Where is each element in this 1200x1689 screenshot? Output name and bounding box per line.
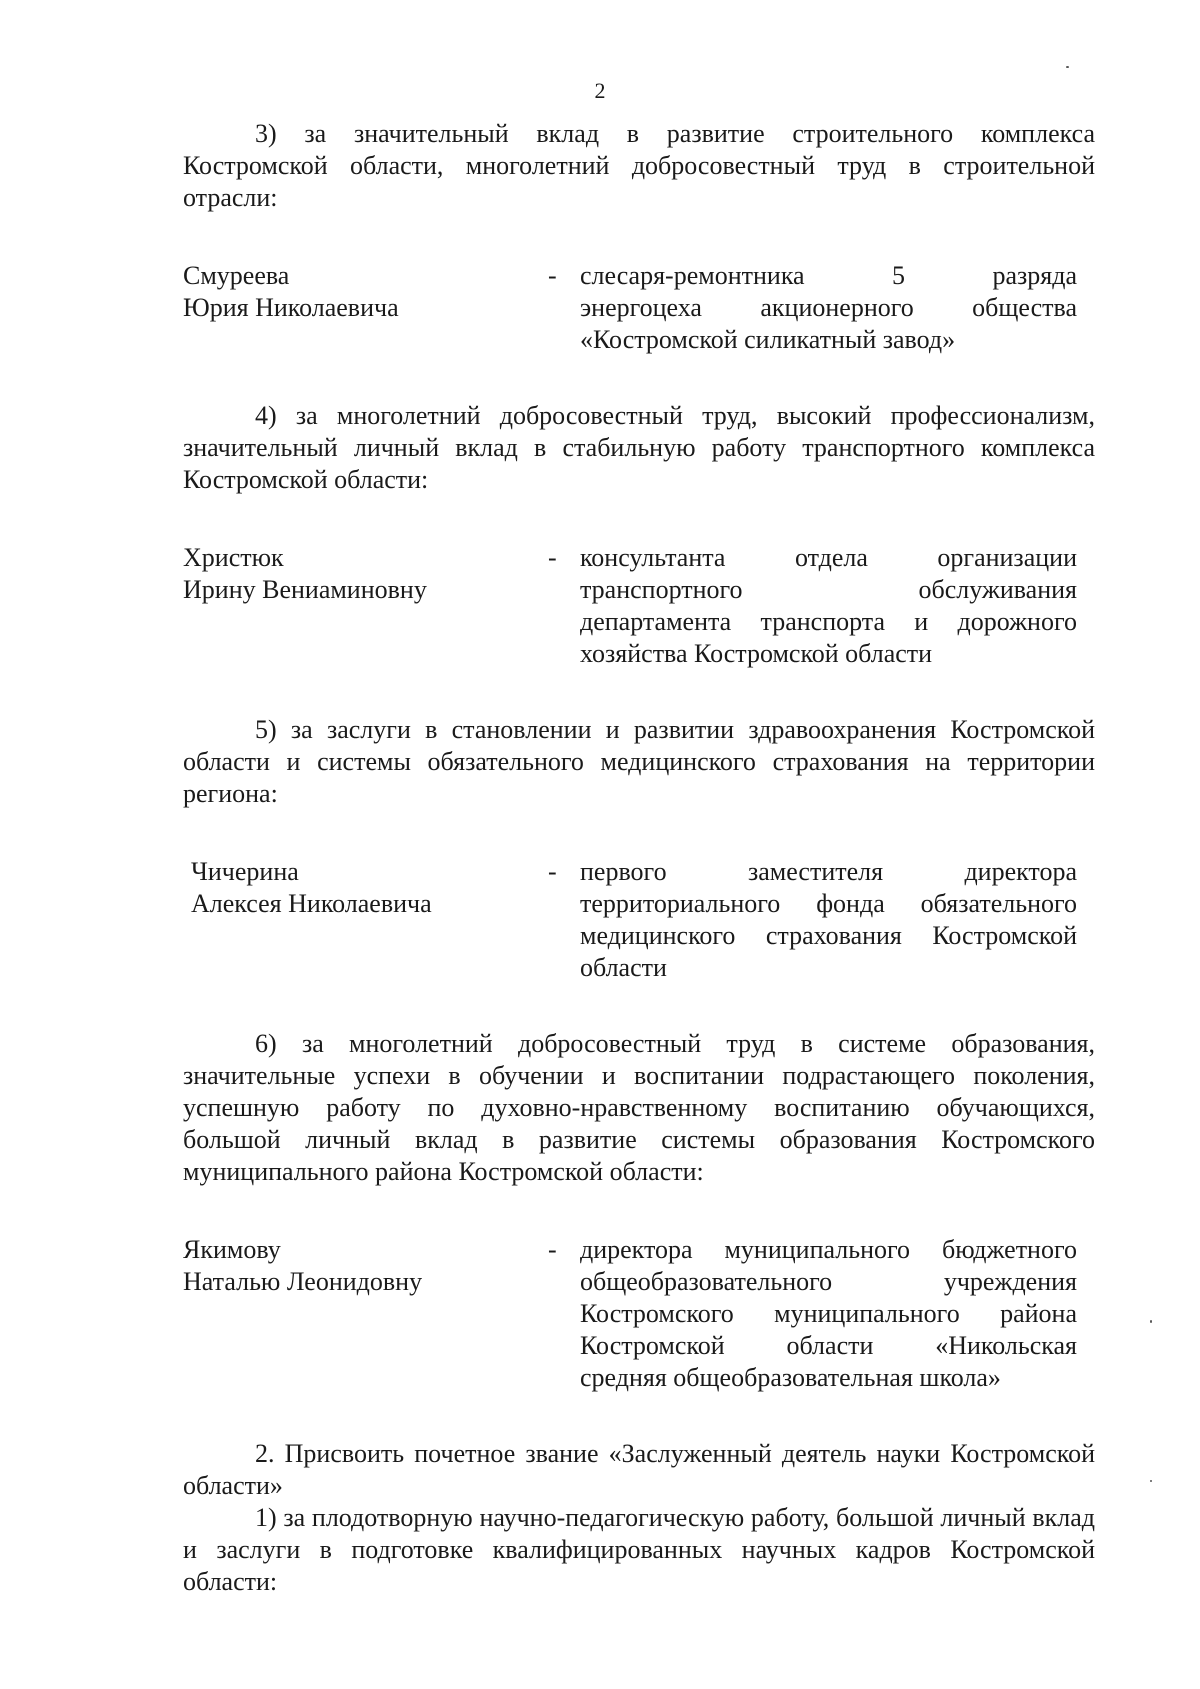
position-line: хозяйства Костромской области (580, 639, 933, 668)
position-line: Костромской области «Никольская (580, 1331, 1077, 1360)
nominee-name (183, 260, 548, 356)
nominee-given-names: Алексея Николаевича (191, 889, 432, 918)
clause-2-criteria-1: 1) за плодотворную научно-педагогическую работу, большой личный вклад и заслуги в подготовке квалифицированных научных кадров Костромской области: (183, 1503, 1095, 1596)
position-line: медицинского страхования Костромской (580, 921, 1077, 950)
separator-dash: - (548, 857, 557, 886)
page-number: 2 (594, 78, 606, 103)
position-line: директора муниципального бюджетного (580, 1235, 1077, 1264)
nominee-surname: Чичерина (191, 857, 299, 886)
nominee-surname: Смуреева (183, 261, 290, 290)
clause-2-title: 2. Присвоить почетное звание «Заслуженный деятель науки Костромской области» (183, 1439, 1095, 1500)
position-line: Костромского муниципального района (580, 1299, 1077, 1328)
nominee-surname: Якимову (183, 1235, 281, 1264)
position-line: территориального фонда обязательного (580, 889, 1077, 918)
nominee-position (580, 260, 1077, 356)
nominee-surname: Христюк (183, 543, 284, 572)
position-line: энергоцеха акционерного общества (580, 293, 1077, 322)
nominee-position (580, 542, 1077, 670)
nominee-given-names: Ирину Вениаминовну (183, 575, 427, 604)
separator-dash: - (548, 1235, 557, 1264)
nominee-name (183, 542, 548, 670)
award-criteria-5: 5) за заслуги в становлении и развитии здравоохранения Костромской области и системы обязательного медицинского страхования на территории региона: (183, 715, 1095, 808)
scan-speck (1150, 1320, 1152, 1323)
nominee-entry-2 (183, 542, 1095, 670)
nominee-entry-3 (183, 856, 1095, 984)
position-line: средняя общеобразовательная школа» (580, 1363, 1001, 1392)
position-line: области (580, 953, 667, 982)
separator-dash: - (548, 543, 557, 572)
award-criteria-6: 6) за многолетний добросовестный труд в системе образования, значительные успехи в обучении и воспитании подрастающего поколения, успешную работу по духовно-нравственному воспитанию обучающихся, большой личный вклад в развитие системы образования Костромского муниципального района Костромской области: (183, 1029, 1095, 1186)
nominee-given-names: Наталью Леонидовну (183, 1267, 423, 1296)
position-line: слесаря-ремонтника 5 разряда (580, 261, 1077, 290)
nominee-name (183, 856, 548, 984)
award-criteria-3: 3) за значительный вклад в развитие строительного комплекса Костромской области, многолетний добросовестный труд в строительной отрасли: (183, 119, 1095, 212)
award-criteria-4: 4) за многолетний добросовестный труд, высокий профессионализм, значительный личный вклад в стабильную работу транспортного комплекса Костромской области: (183, 401, 1095, 494)
scan-speck (1150, 1480, 1152, 1482)
nominee-given-names: Юрия Николаевича (183, 293, 399, 322)
document-body (183, 118, 1095, 1598)
position-line: департамента транспорта и дорожного (580, 607, 1077, 636)
separator-dash: - (548, 261, 557, 290)
nominee-position (580, 856, 1077, 984)
position-line: общеобразовательного учреждения (580, 1267, 1077, 1296)
position-line: консультанта отдела организации (580, 543, 1077, 572)
position-line: первого заместителя директора (580, 857, 1077, 886)
position-line: «Костромской силикатный завод» (580, 325, 956, 354)
nominee-entry-4 (183, 1234, 1095, 1394)
scan-speck (1066, 66, 1069, 68)
nominee-name (183, 1234, 548, 1394)
nominee-position (580, 1234, 1077, 1394)
position-line: транспортного обслуживания (580, 575, 1077, 604)
nominee-entry-1 (183, 260, 1095, 356)
